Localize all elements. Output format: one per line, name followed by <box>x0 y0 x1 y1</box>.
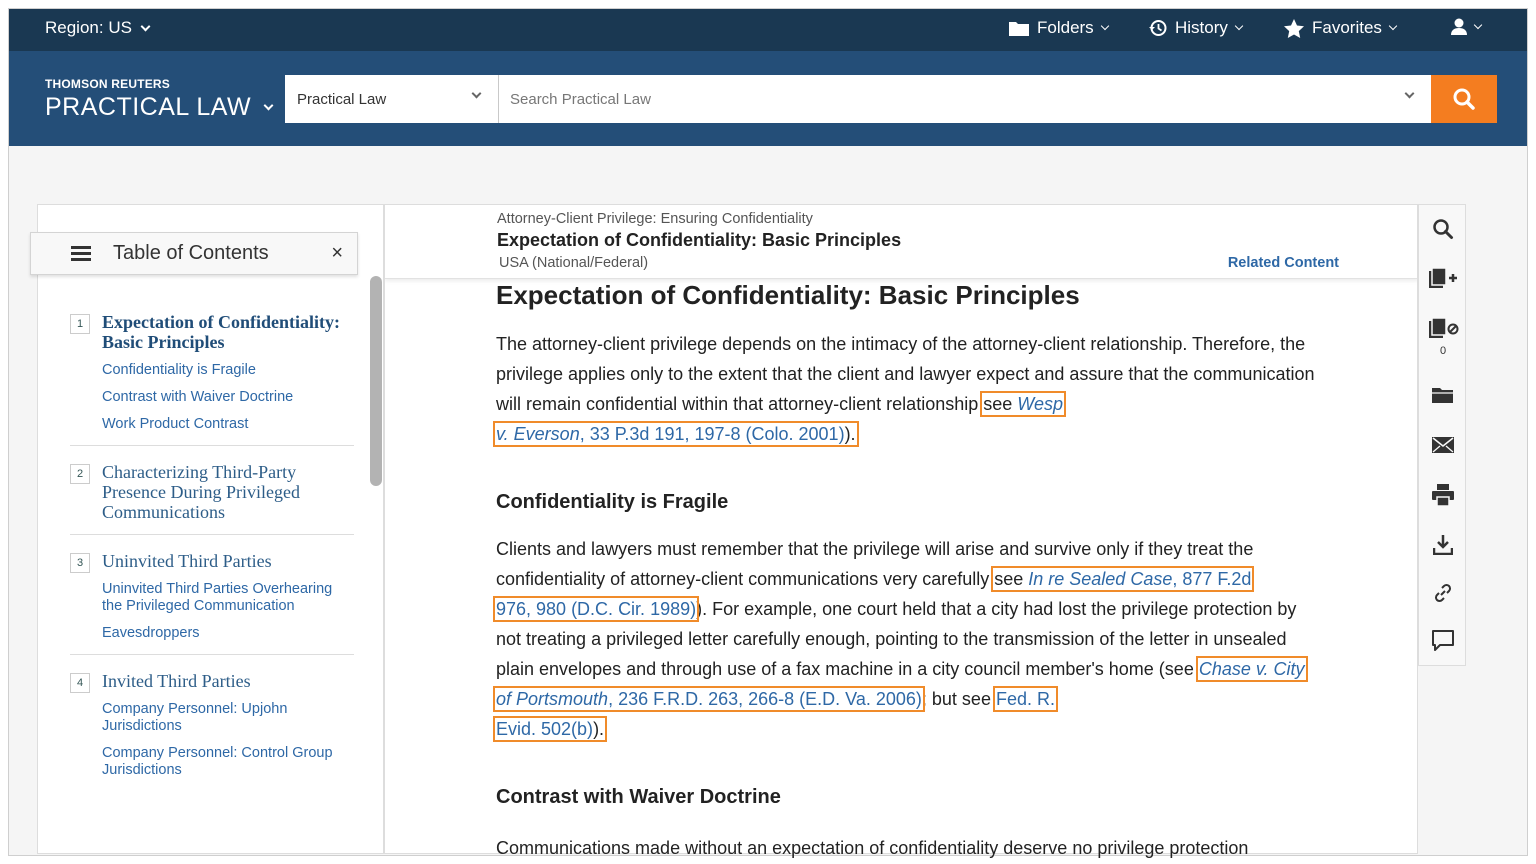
favorites-label: Favorites <box>1312 18 1382 37</box>
toc-scrollbar[interactable] <box>370 276 382 486</box>
body-paragraph: Communications made without an expectation of confidentiality deserve no privilege protection <box>496 838 1249 858</box>
citation-link[interactable]: Fed. R. <box>995 689 1055 709</box>
citation-highlight <box>994 569 1251 589</box>
user-icon <box>1451 18 1467 35</box>
subsection-heading: Contrast with Waiver Doctrine <box>496 786 781 808</box>
search-box <box>499 75 1431 123</box>
user-menu[interactable] <box>1451 18 1481 35</box>
toc-section-number: 3 <box>70 553 90 573</box>
punctuation: ). <box>844 424 856 444</box>
toc-subsection-link[interactable]: Company Personnel: Upjohn Jurisdictions <box>102 701 288 734</box>
brand-logo[interactable] <box>45 77 272 122</box>
related-content-link[interactable]: Related Content <box>1227 255 1339 271</box>
body-paragraph <box>496 329 1316 449</box>
jurisdiction-label: USA (National/Federal) <box>499 255 649 271</box>
toc-subsection-link[interactable]: Eavesdroppers <box>102 625 200 641</box>
citation-signal: see <box>983 394 1018 414</box>
close-icon[interactable]: × <box>331 242 343 264</box>
citation-link[interactable] <box>496 424 856 444</box>
document-header <box>385 205 1418 279</box>
toc-section-number: 4 <box>70 673 90 693</box>
main-header <box>9 51 1528 146</box>
toc-section <box>70 551 354 655</box>
document-breadcrumb[interactable]: Attorney-Client Privilege: Ensuring Confidentiality <box>497 211 813 227</box>
search-icon <box>1453 88 1475 110</box>
citation-highlight <box>983 394 1063 414</box>
chevron-down-icon <box>1235 22 1243 30</box>
email-button[interactable] <box>1419 427 1467 463</box>
paragraph-text: ; but see <box>921 689 996 709</box>
punctuation: ). <box>593 719 605 739</box>
annotation-button[interactable] <box>1419 623 1467 659</box>
document-body <box>496 280 1316 863</box>
folder-icon <box>1009 20 1029 36</box>
toc-header <box>30 232 358 275</box>
chevron-down-icon <box>1474 20 1482 28</box>
favorites-menu[interactable] <box>1284 18 1396 38</box>
history-icon <box>1149 19 1167 37</box>
toc-section-number: 1 <box>70 314 90 334</box>
top-utility-bar <box>9 9 1528 51</box>
citation-link[interactable] <box>1028 569 1251 589</box>
citation-signal: see <box>994 569 1029 589</box>
star-icon <box>1284 19 1304 38</box>
search-scope-dropdown[interactable] <box>285 75 499 123</box>
toc-section-number: 2 <box>70 464 90 484</box>
add-to-folder-button[interactable] <box>1419 261 1467 297</box>
case-name: In re Sealed Case <box>1028 569 1173 589</box>
paragraph-text: ). For example, one court held that a city had lost the privilege protection by not treating a privileged letter carefully enough, pointing to the transmission of the letter in unsealed plain envelopes and through use of a fax machine in a city council member's home (see <box>496 599 1297 679</box>
citation-reporter: , 33 P.3d 191, 197-8 (Colo. 2001) <box>579 424 845 444</box>
toc-subsection-link[interactable]: Contrast with Waiver Doctrine <box>102 389 294 405</box>
toc-subsection-link[interactable]: Confidentiality is Fragile <box>102 362 256 378</box>
toc-subsection-link[interactable]: Work Product Contrast <box>102 416 249 432</box>
download-icon <box>1433 535 1453 555</box>
folders-label: Folders <box>1037 18 1094 37</box>
comment-icon <box>1432 630 1454 652</box>
holds-icon <box>1427 318 1459 340</box>
holds-count: 0 <box>1439 345 1447 357</box>
chevron-down-icon <box>140 21 150 31</box>
citation-reporter: , 236 F.R.D. 263, 266-8 (E.D. Va. 2006) <box>608 689 922 709</box>
toc-section-link[interactable]: Invited Third Parties <box>102 671 251 691</box>
document-title: Expectation of Confidentiality: Basic Principles <box>497 230 902 250</box>
search-within-button[interactable] <box>1419 211 1467 247</box>
brand-product: PRACTICAL LAW <box>45 93 252 121</box>
print-icon <box>1432 484 1454 506</box>
toc-section-link[interactable]: Uninvited Third Parties <box>102 551 272 571</box>
history-label: History <box>1175 18 1228 37</box>
citation-highlight <box>496 719 604 739</box>
citation-link[interactable]: Evid. 502(b) <box>496 719 594 739</box>
brand-company: THOMSON REUTERS <box>45 77 171 91</box>
toc-section <box>70 312 354 446</box>
citation-reporter: , 877 F.2d <box>1172 569 1252 589</box>
case-name: Wesp <box>1017 394 1063 414</box>
chevron-down-icon <box>1100 22 1108 30</box>
toc-section-link[interactable]: Characterizing Third-Party Presence During Privileged Communications <box>102 462 300 522</box>
link-icon <box>1433 583 1453 603</box>
case-name: Chase v. City of Portsmouth <box>496 659 1305 709</box>
print-button[interactable] <box>1419 477 1467 513</box>
body-paragraph <box>496 534 1316 744</box>
search-options-chevron-icon[interactable] <box>1405 89 1415 99</box>
search-input[interactable] <box>499 75 1379 123</box>
paragraph-text: The attorney-client privilege depends on the intimacy of the attorney-client relationship. Therefore, the privilege applies only to the extent that the client and lawyer expect and assure that the communication will remain confidential within that attorney-client relationship <box>496 334 1315 414</box>
chevron-down-icon <box>472 89 482 99</box>
copy-link-button[interactable] <box>1419 575 1467 611</box>
section-heading: Expectation of Confidentiality: Basic Principles <box>496 280 1080 310</box>
search-icon <box>1432 218 1454 240</box>
search-button[interactable] <box>1431 75 1497 123</box>
case-name: v. Everson <box>496 424 580 444</box>
toc-title: Table of Contents <box>113 242 269 264</box>
add-to-folder-icon <box>1427 268 1459 290</box>
history-menu[interactable] <box>1149 18 1242 38</box>
citation-link[interactable] <box>1017 394 1063 414</box>
paragraph-text: Clients and lawyers must remember that the privilege will arise and survive only if they treat the confidentiality of attorney-client communications very carefully <box>496 539 1254 589</box>
toc-section <box>70 462 354 535</box>
toc-subsection-link[interactable]: Company Personnel: Control Group Jurisdictions <box>102 745 333 778</box>
toc-section-link[interactable]: Expectation of Confidentiality: Basic Principles <box>102 312 340 352</box>
subsection-heading: Confidentiality is Fragile <box>496 491 729 513</box>
download-button[interactable] <box>1419 527 1467 563</box>
citation-link[interactable]: 976, 980 (D.C. Cir. 1989) <box>496 599 697 619</box>
holds-button[interactable] <box>1419 311 1467 347</box>
hamburger-icon[interactable] <box>71 243 91 264</box>
region-label: Region: US <box>45 18 132 37</box>
email-icon <box>1432 437 1454 453</box>
toc-section <box>70 671 354 791</box>
folder-icon <box>1432 386 1454 404</box>
save-to-folder-button[interactable] <box>1419 377 1467 413</box>
tool-rail <box>1418 204 1466 666</box>
search-scope-value: Practical Law <box>297 90 387 108</box>
chevron-down-icon <box>264 101 274 111</box>
folders-menu[interactable] <box>1009 18 1108 38</box>
region-selector[interactable] <box>45 18 149 38</box>
toc-list <box>70 312 354 807</box>
toc-subsection-link[interactable]: Uninvited Third Parties Overhearing the Privileged Communication <box>102 581 333 614</box>
chevron-down-icon <box>1389 22 1397 30</box>
